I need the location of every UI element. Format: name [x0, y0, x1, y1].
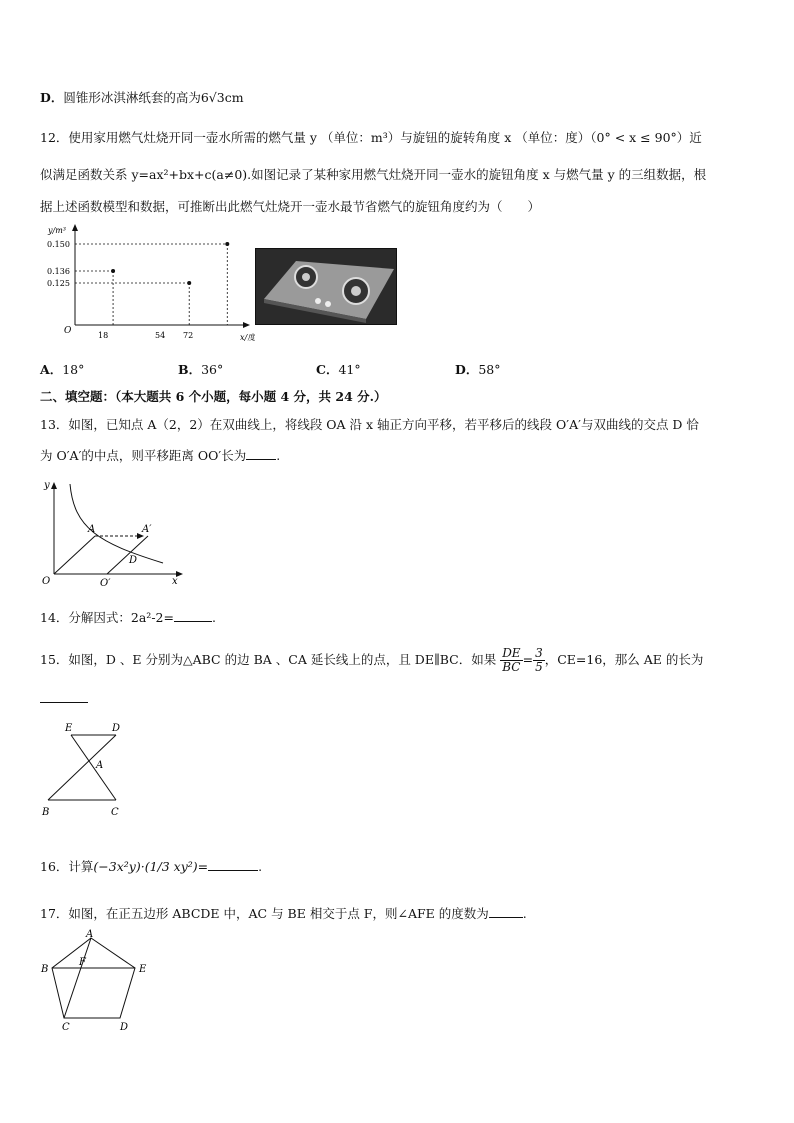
q17-text: 17．如图，在正五边形 ABCDE 中，AC 与 BE 相交于点 F，则∠AFE 的度数为: [40, 906, 489, 921]
q12-line-1: 12．使用家用燃气灶烧开同一壶水所需的燃气量 y （单位：m³）与旋钮的旋转角度 x （单位：度）（0° < x ≤ 90°）近: [40, 130, 702, 145]
q15-line-1: [40, 645, 703, 675]
gas-stove-illustration: [256, 249, 396, 324]
q13-line-1: 13．如图，已知点 A（2，2）在双曲线上，将线段 OA 沿 x 轴正方向平移，若平移后的线段 O′A′与双曲线的交点 D 恰: [40, 417, 699, 432]
q15-fraction-de-bc: [500, 647, 522, 674]
q17-end: .: [522, 906, 527, 921]
q13-label-d: D: [129, 555, 138, 566]
q12-point-2: [225, 242, 229, 246]
q12-ytick-1: 0.136: [47, 267, 70, 276]
q12-y-axis-label: y/m³: [48, 226, 67, 235]
q12-origin-label: O: [64, 326, 72, 336]
q12-point-1: [187, 281, 191, 285]
q13-label-a: A: [88, 524, 96, 535]
q17-label-a: A: [86, 929, 94, 940]
q12-data-points: [75, 242, 229, 325]
q14-answer-blank[interactable]: [174, 609, 212, 622]
q12-option-c-label: C．: [316, 362, 339, 377]
q12-option-b[interactable]: [178, 360, 223, 378]
q12-option-d-label: D．: [455, 362, 479, 377]
q12-option-b-value: 36°: [201, 362, 224, 377]
q16-end: .: [258, 859, 263, 874]
q15-label-d: D: [112, 723, 121, 734]
q13-answer-blank[interactable]: [246, 447, 276, 460]
q15-frac-den: BC: [502, 660, 521, 674]
q12-scatter-chart: [40, 222, 255, 347]
q15-eq: =: [522, 652, 534, 667]
q13-line-2: [40, 447, 280, 464]
q12-line-3: 据上述函数模型和数据，可推断出此燃气灶烧开一壶水最节省燃气的旋钮角度约为（ ）: [40, 199, 541, 214]
q12-xtick-1: 54: [155, 331, 166, 340]
q12-option-d[interactable]: [455, 360, 501, 378]
q12-axes: [72, 224, 250, 328]
q15-rfrac-den: 5: [535, 660, 543, 674]
q15-rfrac-num: 3: [535, 646, 543, 660]
q17-line: [40, 905, 527, 922]
q17-label-c: C: [62, 1022, 70, 1033]
q16-expr-1: (−3x²y)·: [93, 859, 145, 874]
q15-mid: D 、E 分别为△ABC 的边 BA 、CA 延长线上的点，且 DE∥BC．如果: [105, 652, 497, 667]
q16-expr-2: (1/3 xy²): [144, 859, 198, 874]
q11-option-d-value: 6√3cm: [200, 90, 244, 105]
q17-label-e: E: [139, 964, 147, 975]
q15-frac-num: DE: [502, 646, 521, 660]
q17-label-b: B: [41, 964, 49, 975]
q15-label-c: C: [111, 807, 119, 818]
q16-pre: 16．计算: [40, 859, 94, 874]
q12-xtick-2: 72: [183, 331, 194, 340]
q11-option-d-label: D．: [40, 90, 64, 105]
q16-line: [40, 858, 262, 875]
q12-option-c[interactable]: [316, 360, 361, 378]
q12-point-0: [111, 269, 115, 273]
gas-stove-photo: [255, 248, 397, 325]
q12-x-axis-label: x/度: [240, 333, 255, 342]
q15-pre: 15．如图，: [40, 652, 106, 667]
q15-label-a: A: [96, 760, 104, 771]
q15-figure: [38, 720, 138, 825]
q12-line-2: 似满足函数关系 y=ax²+bx+c(a≠0).如图记录了某种家用燃气灶烧开同一壶水的旋钮角度 x 与燃气量 y 的三组数据，根: [40, 167, 707, 182]
q13-line-2-text: 为 O′A′的中点，则平移距离 OO′长为: [40, 448, 247, 463]
q13-label-y: y: [44, 480, 50, 491]
q14-text: 14．分解因式：2a²-2=: [40, 610, 174, 625]
q12-option-a-value: 18°: [62, 362, 85, 377]
q12-option-c-value: 41°: [338, 362, 361, 377]
q17-answer-blank[interactable]: [489, 905, 523, 918]
q12-ytick-2: 0.125: [47, 279, 70, 288]
q15-label-b: B: [42, 807, 50, 818]
q12-xtick-0: 18: [98, 331, 109, 340]
q12-option-b-label: B．: [178, 362, 202, 377]
q15-answer-blank[interactable]: [40, 690, 88, 703]
q11-option-d: [40, 90, 244, 106]
q13-label-o-prime: O′: [100, 578, 111, 588]
q16-answer-blank[interactable]: [208, 858, 258, 871]
q13-label-a-prime: A′: [142, 524, 152, 535]
q11-option-d-text: 圆锥形冰淇淋纸套的高为: [63, 90, 201, 105]
q17-label-d: D: [120, 1022, 129, 1033]
q16-post: =: [197, 859, 209, 874]
q13-figure: [38, 478, 188, 588]
q13-end: .: [276, 448, 281, 463]
q12-option-a-label: A．: [40, 362, 63, 377]
q12-option-a[interactable]: [40, 360, 84, 378]
q17-figure: [38, 928, 158, 1038]
q15-label-e: E: [65, 723, 73, 734]
q12-option-d-value: 58°: [478, 362, 501, 377]
q13-label-x: x: [172, 576, 178, 587]
q17-label-f: F: [79, 957, 86, 968]
q12-ytick-0: 0.150: [47, 240, 70, 249]
section-2-heading: 二、填空题：（本大题共 6 个小题，每小题 4 分，共 24 分.）: [40, 389, 387, 404]
q15-fraction-3-5: [533, 647, 545, 674]
q14-end: .: [211, 610, 216, 625]
q14-line: [40, 609, 216, 626]
q15-post: ，CE=16，那么 AE 的长为: [544, 652, 704, 667]
q13-label-o: O: [42, 576, 51, 587]
